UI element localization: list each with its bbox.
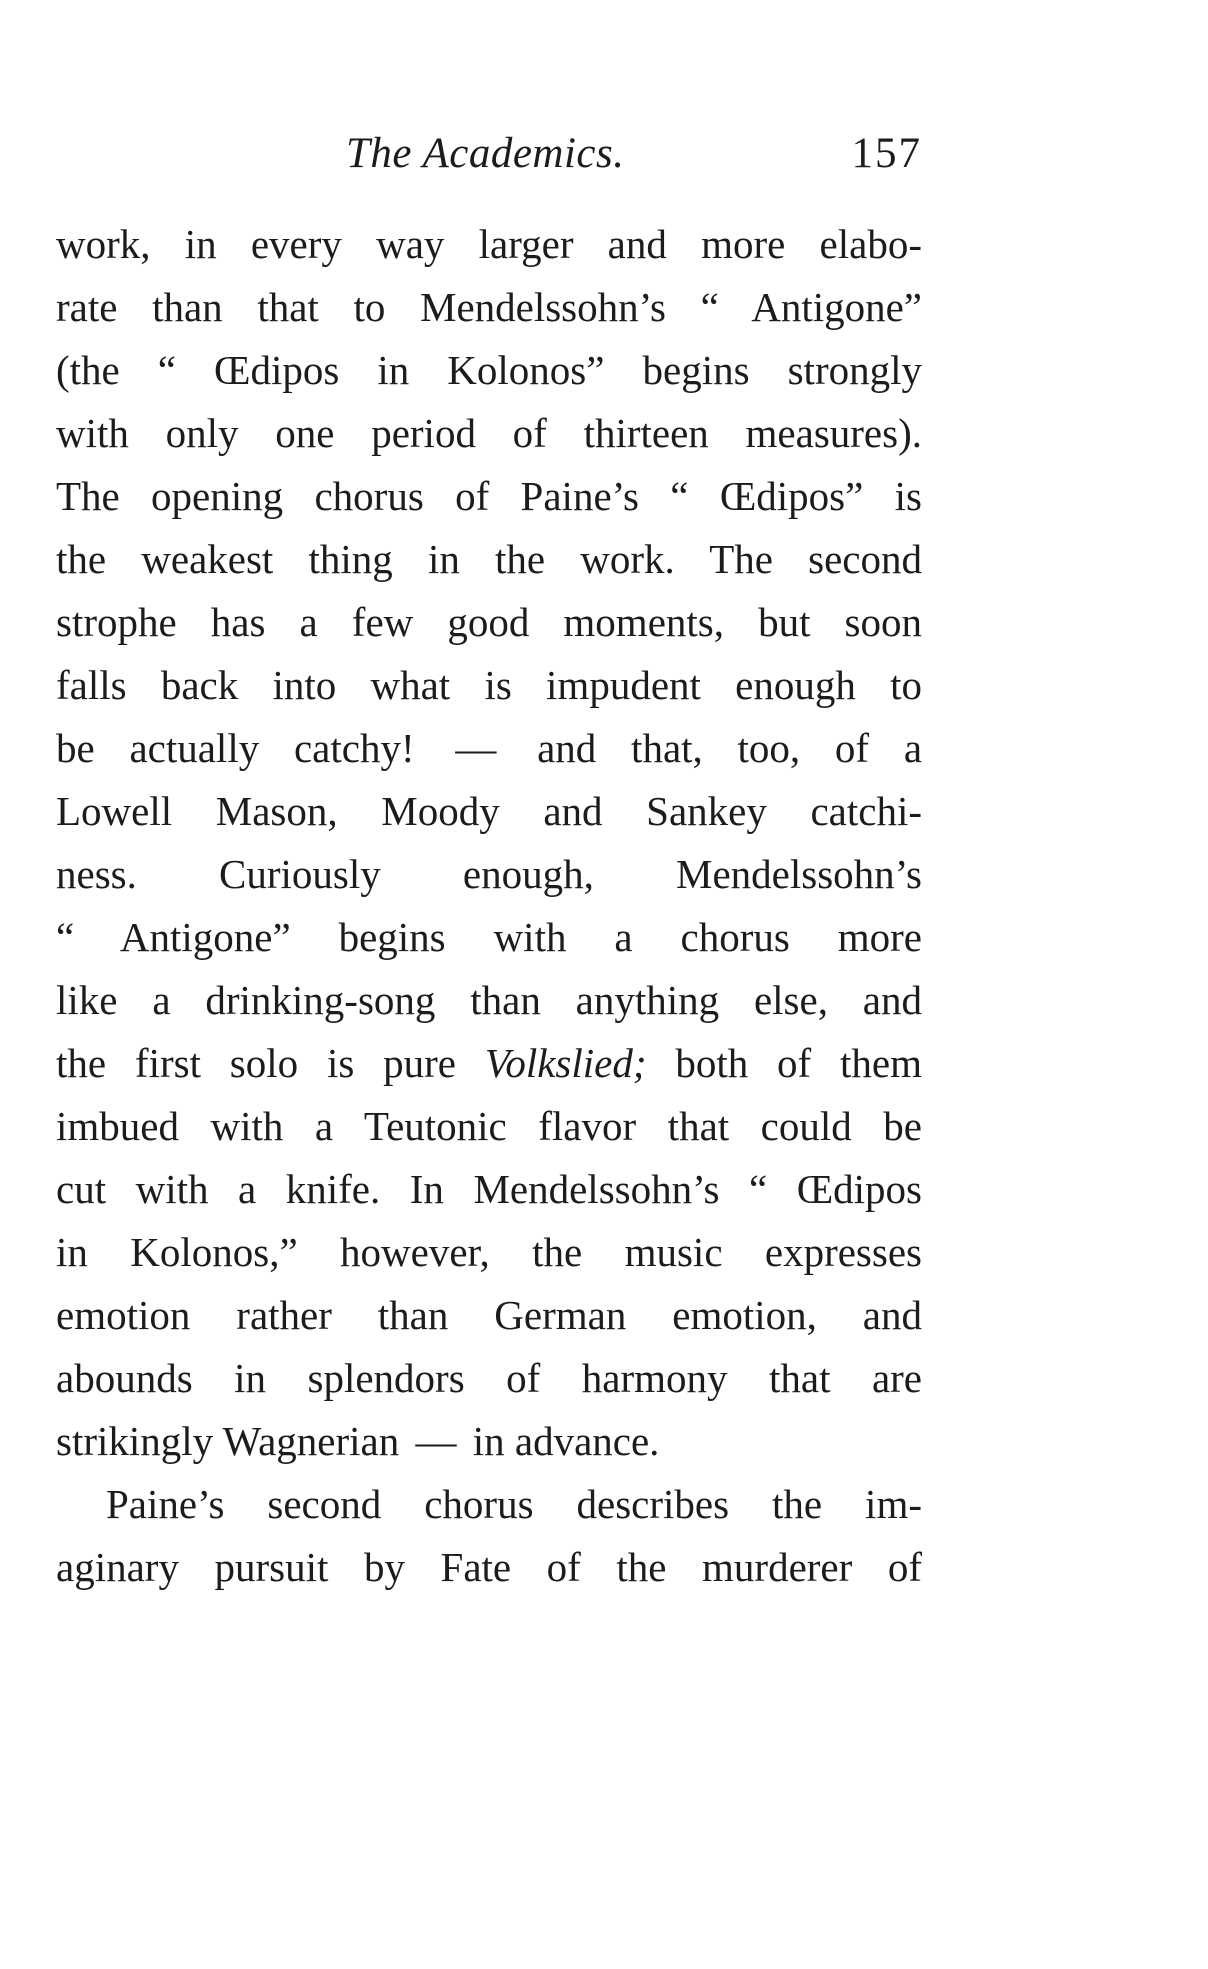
paragraph-2 (56, 1473, 922, 1599)
page-header (56, 124, 922, 184)
text-line (56, 1410, 922, 1473)
paragraph-1 (56, 213, 922, 1473)
line-segment: and that, too, of a (537, 725, 922, 771)
text-line: emotion rather than German emotion, and (56, 1292, 922, 1338)
text-line: imbued with a Teutonic flavor that could be (56, 1103, 922, 1149)
line-segment: be actually catchy! (56, 725, 415, 771)
em-dash: — (455, 725, 497, 771)
text-line: (the “ Œdipos in Kolonos” begins strongly (56, 347, 922, 393)
page-number: 157 (851, 130, 922, 177)
text-line (56, 1032, 922, 1095)
text-line: strophe has a few good moments, but soon (56, 599, 922, 645)
text-line: cut with a knife. In Mendelssohn’s “ Œdipos (56, 1166, 922, 1212)
text-line: work, in every way larger and more elabo- (56, 221, 922, 267)
text-line: like a drinking-song than anything else, and (56, 977, 922, 1023)
text-line: the weakest thing in the work. The second (56, 536, 922, 582)
body-text (56, 213, 922, 1599)
text-line: ness. Curiously enough, Mendelssohn’s (56, 851, 922, 897)
running-title: The Academics. (346, 130, 625, 177)
em-dash: — (415, 1418, 457, 1464)
line-segment: in advance. (472, 1418, 660, 1464)
line-segment: the first solo is pure (56, 1040, 456, 1086)
text-line (56, 717, 922, 780)
text-line: aginary pursuit by Fate of the murderer of (56, 1544, 922, 1590)
text-line: falls back into what is impudent enough to (56, 662, 922, 708)
italic-term: Volkslied; (484, 1040, 647, 1086)
line-segment: both of them (675, 1040, 922, 1086)
text-line: in Kolonos,” however, the music expresses (56, 1229, 922, 1275)
text-line: with only one period of thirteen measures). (56, 410, 922, 456)
text-line: Paine’s second chorus describes the im- (106, 1481, 922, 1527)
text-line: “ Antigone” begins with a chorus more (56, 914, 922, 960)
text-line: abounds in splendors of harmony that are (56, 1355, 922, 1401)
text-line: rate than that to Mendelssohn’s “ Antigone” (56, 284, 922, 330)
text-line: The opening chorus of Paine’s “ Œdipos” is (56, 473, 922, 519)
line-segment: strikingly Wagnerian (56, 1418, 400, 1464)
text-line: Lowell Mason, Moody and Sankey catchi- (56, 788, 922, 834)
